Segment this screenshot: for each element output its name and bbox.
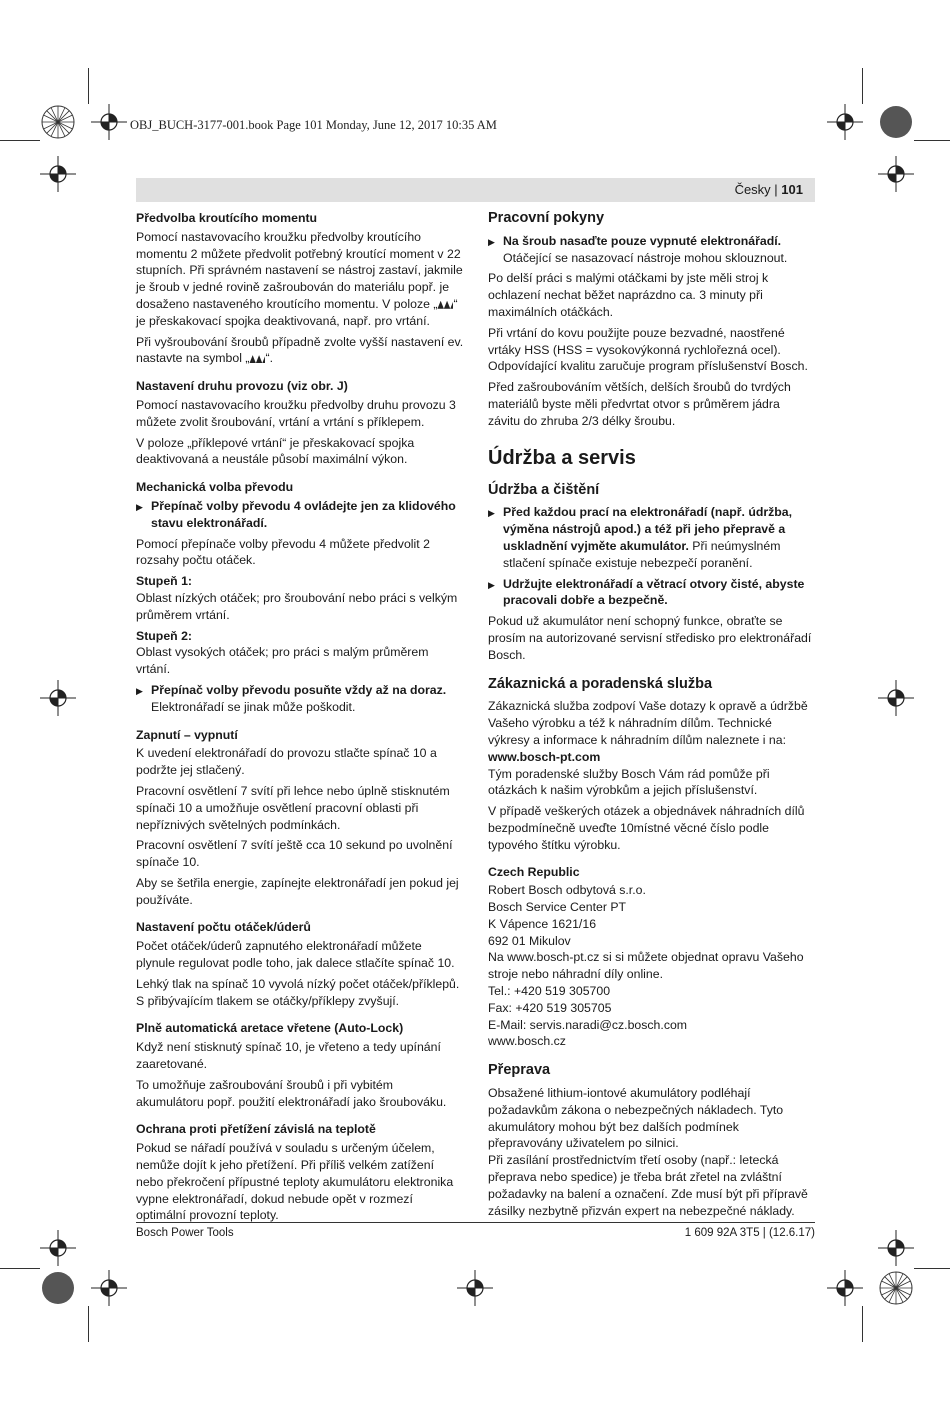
speed-paragraph-1: Počet otáček/úderů zapnutého elektronářadí můžete plynule regulovat podle toho, jak dalece stlačíte spínač 10. [136,939,455,971]
address-line: 692 01 Mikulov [488,933,571,948]
fax-line: Fax: +420 519 305705 [488,1000,612,1015]
onoff-paragraph-4: Aby se šetřila energie, zapínejte elektronářadí jen pokud jej používáte. [136,875,459,907]
crosshair-mark-right-lower [878,1230,914,1266]
trim-line-top-right [862,68,863,104]
mode-paragraph-2: V poloze „příklepové vrtání“ je přeskakovací spojka deaktivovaná a neustále působí maximální výkon. [136,435,415,467]
trim-line-right-top [914,140,950,141]
address-block [488,882,815,1050]
footer-rule [136,1222,815,1223]
crosshair-mark-bottom-left [91,1270,127,1306]
trim-line-right-bottom [914,1268,950,1269]
page-header-label: Česky | 101 [734,182,803,197]
crosshair-mark-top-center-left [91,104,127,140]
work-bullet: ▶ Na šroub nasaďte pouze vypnuté elektronářadí. Otáčející se nasazovací nástroje mohou sklouznout. [488,233,815,267]
registration-mark-top-left [40,104,76,140]
torque-paragraph: Pomocí nastavovacího kroužku předvolby kroutícího momentu 2 můžete předvolit potřebný kroutící moment v 22 stupních. Při správném nastavení se nástroj zastaví, jakmile je šroub v jedné rovině zašroubován do materiálu popř. je dosaženo nastaveného kroutícího momentu. V poloze „ “ je přeskakovací spojka deaktivovaná, např. pro vrtání. [136,229,463,328]
address-line: Na www.bosch-pt.cz si si můžete objednat opravu Vašeho stroje nebo náhradní díly online. [488,950,804,982]
crosshair-mark-right-middle [878,680,914,716]
autolock-heading: Plně automatická aretace vřetene (Auto-Lock) [136,1021,404,1036]
autolock-paragraph-2: To umožňuje zašroubování šroubů i při vybitém akumulátoru popř. použití elektronářadí jako šroubováku. [136,1077,447,1109]
left-column [136,210,464,1228]
torque-paragraph-2: Při vyšroubování šroubů případně zvolte vyšší nastavení ev. nastavte na symbol „ “. [136,334,464,366]
gear-paragraph: Pomocí přepínače volby převodu 4 můžete předvolit 2 rozsahy počtu otáček. [136,536,430,568]
address-line: K Vápence 1621/16 [488,916,597,931]
address-line: Bosch Service Center PT [488,900,627,915]
stage2-paragraph: Oblast vysokých otáček; pro práci s malým průměrem vrtání. [136,645,429,677]
crosshair-mark-left-middle [40,680,76,716]
trim-line-left-top [0,140,40,141]
footer-code: 1 609 92A 3T5 | (12.6.17) [684,1227,815,1239]
torque-heading: Předvolba kroutícího momentu [136,211,318,225]
stage2-heading: Stupeň 2: [136,628,193,643]
overheat-heading: Ochrana proti přetížení závislá na teplotě [136,1122,376,1137]
trim-line-top-left [88,68,89,104]
email-line[interactable]: E-Mail: servis.naradi@cz.bosch.com [488,1017,688,1032]
overheat-paragraph: Pokud se nářadí používá v souladu s určeným účelem, nemůže dojít k jeho přetížení. Při příliš velkém zatížení nebo překročení přípustné teploty akumulátoru elektronika vypne elektronářadí, dokud nebude opět v rozmezí optimální provozní teploty. [136,1141,454,1223]
mode-heading: Nastavení druhu provozu (viz obr. J) [136,379,348,394]
website-link[interactable]: www.bosch.cz [488,1034,566,1049]
work-heading: Pracovní pokyny [488,210,605,226]
transport-paragraph-2: Při zasílání prostřednictvím třetí osoby (např.: letecká přeprava nebo spedice) je třeba brát zřetel na zvláštní požadavky na balení a označení. Zde musí být při přípravě zásilky nezbytně přizván expert na nebezpečné náklady. [488,1153,808,1218]
speed-heading: Nastavení počtu otáček/úderů [136,920,311,935]
trim-line-bottom-left [88,1306,89,1342]
registration-mark-bottom-left [40,1270,76,1306]
transport-paragraph-1: Obsažené lithium-iontové akumulátory podléhají požadavkům zákona o nebezpečných nákladech. Tyto akumulátory mohou být bez dalších podmínek přepravovány uživatelem po silnici. [488,1086,784,1151]
crosshair-mark-top-center-right [827,104,863,140]
gear-bullet: ▶ Přepínač volby převodu 4 ovládejte jen za klidového stavu elektronářadí. [136,498,464,532]
crosshair-mark-right-upper [878,156,914,192]
transport-heading: Přeprava [488,1062,551,1079]
gear-heading: Mechanická volba převodu [136,480,294,495]
autolock-paragraph-1: Když není stisknutý spínač 10, je vřeteno a tedy upínání zaaretované. [136,1040,441,1072]
crosshair-mark-left-lower [40,1230,76,1266]
onoff-paragraph-1: K uvedení elektronářadí do provozu stlačte spínač 10 a podržte jej stlačený. [136,746,437,778]
footer-brand: Bosch Power Tools [136,1227,234,1239]
crosshair-mark-bottom-right [827,1270,863,1306]
customer-paragraph-2: Tým poradenské služby Bosch Vám rád pomůže při otázkách k našim výrobkům a jejich příslušenství. [488,766,770,798]
service-heading: Údržba a servis [488,446,636,469]
cleaning-bullet-2: ▶ Udržujte elektronářadí a větrací otvory čisté, abyste pracovali dobře a bezpečně. [488,576,815,610]
work-paragraph-1: Po delší práci s malými otáčkami by jste měli stroj k ochlazení nechat běžet naprázdno ca. 3 minuty při maximálních otáčkách. [488,271,769,319]
onoff-paragraph-3: Pracovní osvětlení 7 svítí ještě cca 10 sekund po uvolnění spínače 10. [136,838,453,870]
country-heading: Czech Republic [488,864,580,879]
registration-mark-top-right [878,104,914,140]
crosshair-mark-left-upper [40,156,76,192]
cleaning-paragraph: Pokud už akumulátor není schopný funkce, obraťte se prosím na autorizované servisní středisko pro elektronářadí Bosch. [488,614,812,662]
customer-paragraph-1: Zákaznická služba zodpoví Vaše dotazy k opravě a údržbě Vašeho výrobku a též k náhradním dílům. Technické výkresy a informace k náhradním dílům naleznete i na: [488,699,808,747]
stage1-paragraph: Oblast nízkých otáček; pro šroubování nebo práci s velkým průměrem vrtání. [136,590,458,622]
address-line: Robert Bosch odbytová s.r.o. [488,883,646,898]
drill-symbol-icon [249,355,265,363]
drill-symbol-icon [437,301,453,309]
work-paragraph-2: Při vrtání do kovu použijte pouze bezvadné, naostřené vrtáky HSS (HSS = vysokovýkonná rychlořezná ocel). Odpovídající kvalitu zaručuje program příslušenství Bosch. [488,325,808,374]
work-paragraph-3: Před zašroubováním větších, delších šroubů do tvrdých materiálů byste měli předvrtat otvor s průměrem jádra závitu do zhruba 2/3 délky šroubu. [488,380,791,428]
onoff-heading: Zapnutí – vypnutí [136,727,238,742]
registration-mark-bottom-right [878,1270,914,1306]
customer-heading: Zákaznická a poradenská služba [488,675,713,692]
gear-bullet-2: ▶ Přepínač volby převodu posuňte vždy až na doraz. Elektronářadí se jinak může poškodit. [136,682,464,716]
language-label: Česky [734,182,771,197]
customer-paragraph-3: V případě veškerých otázek a objednávek náhradních dílů bezpodmínečně uveďte 10místné věcné číslo podle typového štítku výrobku. [488,804,805,852]
cleaning-bullet-1: ▶ Před každou prací na elektronářadí (např. údržba, výměna nástrojů apod.) a též při jeho přepravě a uskladnění vyjměte akumulátor. Při neúmyslném stlačení spínače existuje nebezpečí poranění. [488,504,815,571]
speed-paragraph-2: Lehký tlak na spínač 10 vyvolá nízký počet otáček/příklepů. S přibývajícím tlakem se otáčky/příklepy zvyšují. [136,976,460,1008]
stage1-heading: Stupeň 1: [136,574,193,589]
right-column [488,210,815,1223]
page-number: 101 [781,182,803,197]
customer-url[interactable]: www.bosch-pt.com [488,749,601,764]
onoff-paragraph-2: Pracovní osvětlení 7 svítí při lehce nebo úplně stisknutém spínači 10 a umožňuje osvětlení pracovní oblasti při nepříznivých světelných podmínkách. [136,783,450,832]
cleaning-heading: Údržba a čištění [488,481,600,498]
print-info-line: OBJ_BUCH-3177-001.book Page 101 Monday, June 12, 2017 10:35 AM [130,118,497,132]
trim-line-bottom-right [862,1306,863,1342]
crosshair-mark-bottom-center [457,1270,493,1306]
page-header-bar [136,178,815,202]
mode-paragraph-1: Pomocí nastavovacího kroužku předvolby druhu provozu 3 můžete zvolit šroubování, vrtání a vrtání s příklepem. [136,397,456,429]
phone-line: Tel.: +420 519 305700 [488,984,611,999]
trim-line-left-bottom [0,1268,40,1269]
